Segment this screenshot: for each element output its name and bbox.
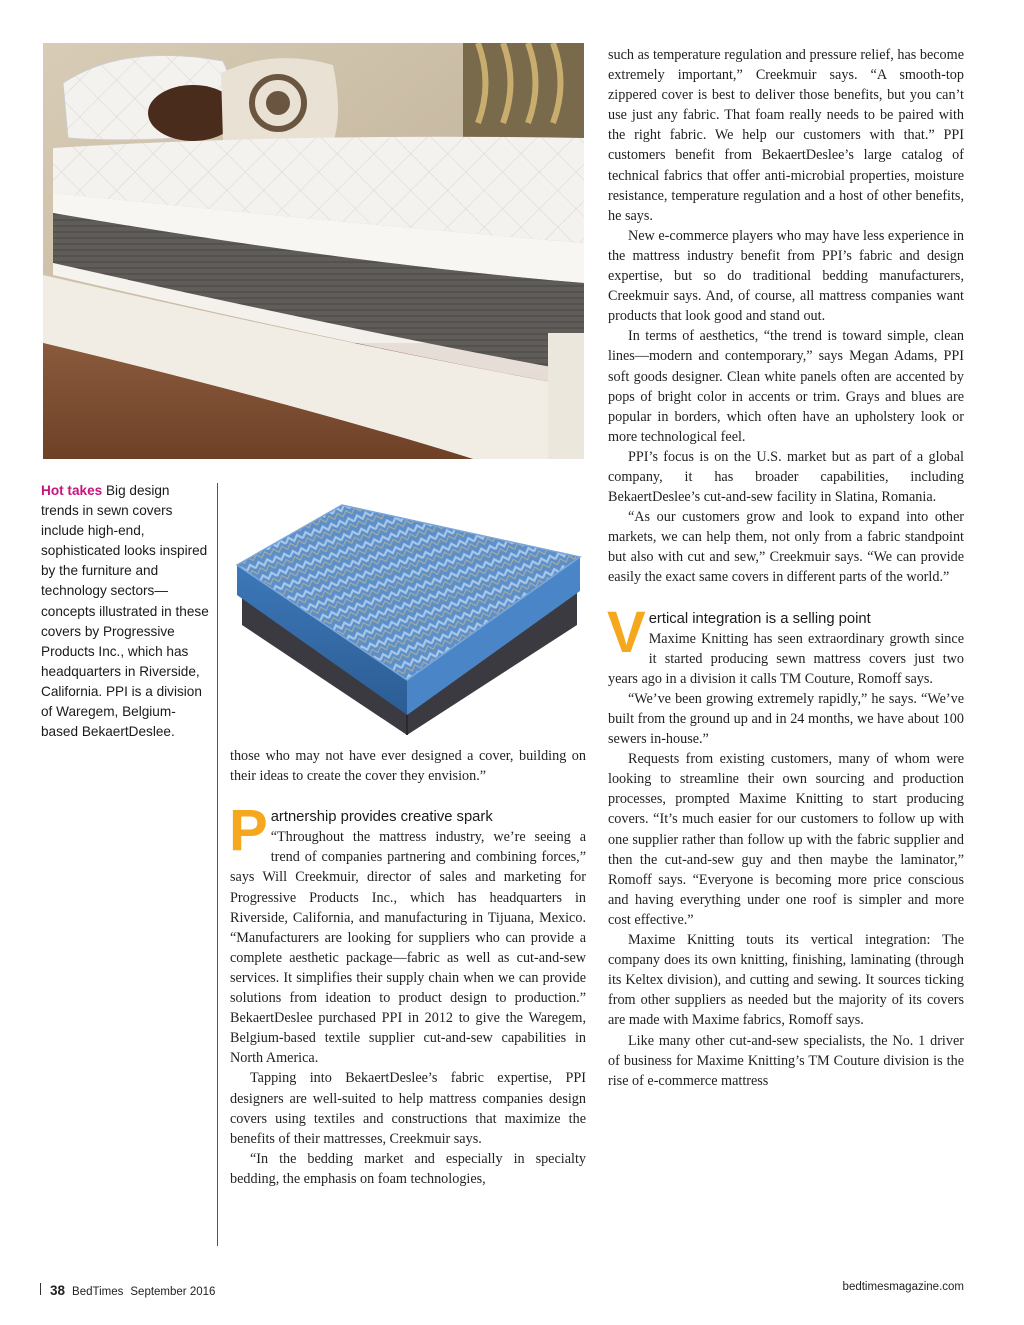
paragraph: “Throughout the mattress industry, we’re seeing a trend of companies partnering and combining forces,” says Will Creekmuir, director of sales and marketing for Progressive Products Inc., which has headquarters in Riverside, California, and manufacturing in Tijuana, Mexico. “Manufacturers are looking for suppliers who can provide a complete aesthetic package—fabric as well as cut-and-sew services. It simplifies their supply chain when we can provide solutions from ideation to product design to production.” BekaertDeslee purchased PPI in 2012 to give the Waregem, Belgium-based textile supplier cut-and-sew capabilities in North America. xyxy=(230,829,586,1067)
paragraph: Maxime Knitting touts its vertical integration: The company does its own knitting, finishing, laminating (through its Keltex division), and cutting and sewing. It sources ticking from other suppliers as needed but the majority of its covers are made with Maxime fabrics, Romoff says. xyxy=(608,932,964,1029)
paragraph: Maxime Knitting has seen extraordinary growth since it started producing sewn mattress covers just two years ago in a division it calls TM Couture, Romoff says. xyxy=(608,630,964,687)
column-divider xyxy=(217,483,218,1246)
paragraph: PPI’s focus is on the U.S. market but as part of a global company, it has broader capabilities, including BekaertDeslee’s cut-and-sew facility in Slatina, Romania. xyxy=(608,448,964,506)
caption-text: Big design trends in sewn covers include high-end, sophisticated looks inspired by the furniture and technology sectors—concepts illustrated in these covers by Progressive Products Inc., which has headquarters in Riverside, California. PPI is a division of Waregem, Belgium-based BekaertDeslee. xyxy=(41,483,209,740)
page-number: 38 xyxy=(50,1283,66,1298)
issue-date: September 2016 xyxy=(130,1286,216,1298)
section-heading: artnership provides creative spark xyxy=(270,809,493,826)
paragraph: “As our customers grow and look to expand into other markets, we can help them, not only from a fabric standpoint but also with cut and sew,” Creekmuir says. “We can provide easily the exact same covers in different parts of the world.” xyxy=(608,509,964,586)
paragraph: such as temperature regulation and pressure relief, has become extremely important,” Creekmuir says. “A smooth-top zippered cover is best to deliver those benefits, but you can’t use just any fabric. That foam really needs to be paired with the right fabric. We help our customers with that.” PPI customers benefit from BekaertDeslee’s large catalog of technical fabrics that offer anti-microbial properties, moisture resistance, temperature regulation and a host of other benefits, he says. xyxy=(608,47,964,224)
article-column-right xyxy=(608,45,964,1091)
mattress-photo-top xyxy=(43,43,584,459)
page-footer-left xyxy=(40,1283,215,1298)
publication-name: BedTimes xyxy=(72,1286,124,1298)
paragraph: New e-commerce players who may have less experience in the mattress industry benefit from PPI’s fabric and design expertise, but so do traditional bedding manufacturers, Creekmuir says. And, of course, all mattress companies want products that look good and stand out. xyxy=(608,227,964,325)
dropcap: V xyxy=(607,599,646,665)
paragraph: Like many other cut-and-sew specialists, the No. 1 driver of business for Maxime Knitting’s TM Couture division is the rise of e-commerce mattress xyxy=(608,1032,964,1089)
paragraph: “In the bedding market and especially in specialty bedding, the emphasis on foam technologies, xyxy=(230,1150,586,1187)
section-vertical-integration xyxy=(607,599,964,1091)
section-heading: ertical integration is a selling point xyxy=(648,610,871,627)
website-url: bedtimesmagazine.com xyxy=(842,1281,964,1293)
paragraph: those who may not have ever designed a cover, building on their ideas to create the cover they envision.” xyxy=(230,748,586,785)
section-partnership xyxy=(229,798,586,1189)
caption-lead: Hot takes xyxy=(41,483,103,498)
paragraph: Requests from existing customers, many of whom were looking to streamline their own sourcing and production processes, prompted Maxime Knitting to start producing covers. “It’s much easier for our customers to follow up with one supplier rather than follow up with the fabric supplier and then the cut-and-sew guy and then maybe the laminator,” Romoff says. “Everyone is becoming more price conscious and having everything under one roof is simpler and more cost effective.” xyxy=(608,751,964,928)
photo-caption xyxy=(41,481,211,742)
paragraph: In terms of aesthetics, “the trend is toward simple, clean lines—modern and contemporary,” says Megan Adams, PPI soft goods designer. Clean white panels often are accented by pops of bright color in accents or trim. Grays and blues are popular in borders, which often have an upholstery look or more technological feel. xyxy=(608,328,964,445)
mattress-photo-blue xyxy=(232,495,584,735)
dropcap: P xyxy=(229,798,268,864)
footer-divider xyxy=(40,1283,41,1295)
article-column-middle xyxy=(230,746,586,1189)
paragraph: Tapping into BekaertDeslee’s fabric expertise, PPI designers are well-suited to help mattress companies design covers using textiles and constructions that maximize the benefits of their mattresses, Creekmuir says. xyxy=(230,1070,586,1147)
paragraph: “We’ve been growing extremely rapidly,” he says. “We’ve built from the ground up and in 24 months, we have about 100 sewers in-house.” xyxy=(608,690,964,748)
